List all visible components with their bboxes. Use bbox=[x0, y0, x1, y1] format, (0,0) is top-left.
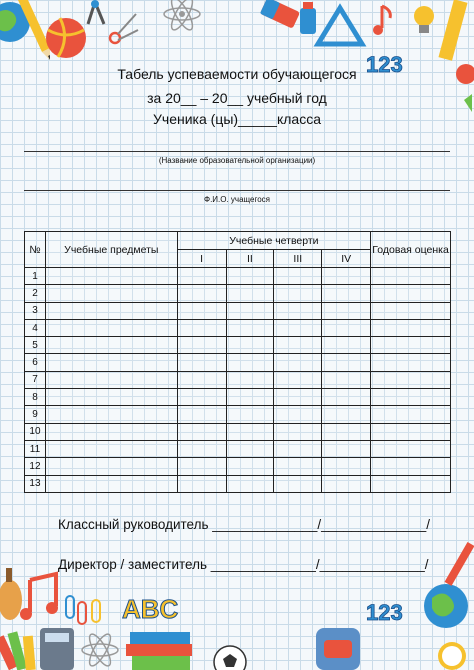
subject-cell[interactable] bbox=[45, 354, 177, 371]
subject-cell[interactable] bbox=[45, 268, 177, 285]
subject-cell[interactable] bbox=[45, 423, 177, 440]
annual-grade-cell[interactable] bbox=[371, 440, 451, 457]
atom-icon bbox=[164, 0, 200, 33]
row-number: 8 bbox=[25, 389, 46, 406]
globe-icon bbox=[424, 584, 468, 628]
column-header-subjects: Учебные предметы bbox=[45, 232, 177, 268]
grade-cell[interactable] bbox=[274, 423, 322, 440]
annual-grade-cell[interactable] bbox=[371, 337, 451, 354]
paper-clips-icon bbox=[66, 596, 100, 624]
grade-cell[interactable] bbox=[177, 458, 226, 475]
grade-cell[interactable] bbox=[226, 440, 274, 457]
table-row bbox=[25, 423, 451, 440]
music-note-icon bbox=[373, 6, 390, 35]
student-class-line: Ученика (цы)_____класса bbox=[153, 111, 321, 127]
row-number: 12 bbox=[25, 458, 46, 475]
grade-cell[interactable] bbox=[177, 319, 226, 336]
lightbulb-icon bbox=[414, 6, 434, 33]
annual-grade-cell[interactable] bbox=[371, 389, 451, 406]
triangle-ruler-icon bbox=[318, 8, 362, 44]
grade-cell[interactable] bbox=[226, 475, 274, 492]
grade-cell[interactable] bbox=[177, 302, 226, 319]
grade-cell[interactable] bbox=[274, 371, 322, 388]
table-row bbox=[25, 285, 451, 302]
grade-cell[interactable] bbox=[322, 285, 371, 302]
table-row bbox=[25, 371, 451, 388]
ruler-icon bbox=[438, 0, 467, 61]
subject-cell[interactable] bbox=[45, 440, 177, 457]
grade-cell[interactable] bbox=[322, 302, 371, 319]
annual-grade-cell[interactable] bbox=[371, 319, 451, 336]
ball-icon bbox=[46, 18, 86, 58]
grade-cell[interactable] bbox=[226, 319, 274, 336]
grade-cell[interactable] bbox=[226, 389, 274, 406]
annual-grade-cell[interactable] bbox=[371, 406, 451, 423]
grade-cell[interactable] bbox=[177, 337, 226, 354]
grade-cell[interactable] bbox=[322, 423, 371, 440]
grades-table bbox=[24, 231, 451, 493]
grade-cell[interactable] bbox=[226, 268, 274, 285]
row-number: 5 bbox=[25, 337, 46, 354]
digits-decoration: 123 bbox=[366, 600, 403, 625]
row-number: 11 bbox=[25, 440, 46, 457]
grade-cell[interactable] bbox=[226, 406, 274, 423]
table-row bbox=[25, 458, 451, 475]
column-header-number: № bbox=[25, 232, 46, 268]
grade-cell[interactable] bbox=[226, 354, 274, 371]
quarter-header: I bbox=[177, 250, 226, 268]
grade-cell[interactable] bbox=[322, 406, 371, 423]
grade-cell[interactable] bbox=[226, 285, 274, 302]
table-row bbox=[25, 302, 451, 319]
grade-cell[interactable] bbox=[226, 302, 274, 319]
annual-grade-cell[interactable] bbox=[371, 371, 451, 388]
table-row bbox=[25, 389, 451, 406]
grade-cell[interactable] bbox=[274, 268, 322, 285]
subject-cell[interactable] bbox=[45, 475, 177, 492]
grade-cell[interactable] bbox=[274, 285, 322, 302]
grade-cell[interactable] bbox=[177, 371, 226, 388]
violin-icon bbox=[0, 568, 22, 620]
grade-cell[interactable] bbox=[226, 423, 274, 440]
grade-cell[interactable] bbox=[226, 458, 274, 475]
subject-cell[interactable] bbox=[45, 389, 177, 406]
row-number: 1 bbox=[25, 268, 46, 285]
student-name-line bbox=[24, 190, 450, 191]
subject-cell[interactable] bbox=[45, 319, 177, 336]
annual-grade-cell[interactable] bbox=[371, 475, 451, 492]
document-title: Табель успеваемости обучающегося bbox=[117, 66, 357, 82]
grade-cell[interactable] bbox=[274, 319, 322, 336]
subject-cell[interactable] bbox=[45, 302, 177, 319]
crayons-icon bbox=[0, 631, 36, 670]
grade-cell[interactable] bbox=[177, 475, 226, 492]
column-header-annual-grade: Годовая оценка bbox=[371, 232, 451, 268]
grade-cell[interactable] bbox=[274, 406, 322, 423]
academic-year-line: за 20__ – 20__ учебный год bbox=[147, 90, 327, 106]
grade-cell[interactable] bbox=[322, 354, 371, 371]
grade-cell[interactable] bbox=[177, 268, 226, 285]
subject-cell[interactable] bbox=[45, 371, 177, 388]
grade-cell[interactable] bbox=[274, 354, 322, 371]
grade-cell[interactable] bbox=[322, 458, 371, 475]
grade-cell[interactable] bbox=[226, 371, 274, 388]
table-header-row bbox=[25, 232, 451, 250]
row-number: 7 bbox=[25, 371, 46, 388]
quarter-header: II bbox=[226, 250, 274, 268]
row-number: 10 bbox=[25, 423, 46, 440]
grade-cell[interactable] bbox=[274, 389, 322, 406]
book-stack-icon bbox=[126, 632, 192, 670]
grade-cell[interactable] bbox=[274, 440, 322, 457]
grade-cell[interactable] bbox=[322, 475, 371, 492]
student-name-caption: Ф.И.О. учащегося bbox=[203, 195, 271, 204]
row-number: 9 bbox=[25, 406, 46, 423]
table-row bbox=[25, 354, 451, 371]
grade-cell[interactable] bbox=[177, 406, 226, 423]
alphabet-letters: ABC bbox=[122, 594, 179, 624]
grade-cell[interactable] bbox=[274, 475, 322, 492]
organization-caption: (Название образовательной организации) bbox=[158, 156, 316, 165]
grade-cell[interactable] bbox=[322, 389, 371, 406]
digits-decoration: 123 bbox=[366, 52, 403, 77]
subject-cell[interactable] bbox=[45, 337, 177, 354]
annual-grade-cell[interactable] bbox=[371, 285, 451, 302]
organization-name-line bbox=[24, 151, 450, 152]
annual-grade-cell[interactable] bbox=[371, 354, 451, 371]
table-row bbox=[25, 475, 451, 492]
quarter-header: III bbox=[274, 250, 322, 268]
row-number: 4 bbox=[25, 319, 46, 336]
grade-cell[interactable] bbox=[274, 302, 322, 319]
row-number: 3 bbox=[25, 302, 46, 319]
compass-icon bbox=[88, 0, 104, 24]
row-number: 13 bbox=[25, 475, 46, 492]
grade-cell[interactable] bbox=[177, 423, 226, 440]
table-row bbox=[25, 440, 451, 457]
table-row bbox=[25, 406, 451, 423]
class-teacher-signature-line: Классный руководитель ______________/______________/ bbox=[58, 517, 431, 532]
school-supplies-bottom-decoration bbox=[0, 570, 474, 670]
subject-cell[interactable] bbox=[45, 285, 177, 302]
atom-icon bbox=[82, 631, 118, 668]
column-header-quarters: Учебные четверти bbox=[177, 232, 370, 250]
subject-cell[interactable] bbox=[45, 458, 177, 475]
annual-grade-cell[interactable] bbox=[371, 458, 451, 475]
grade-cell[interactable] bbox=[274, 458, 322, 475]
grade-cell[interactable] bbox=[177, 389, 226, 406]
calculator-icon bbox=[40, 628, 74, 670]
alphabet-blocks-icon bbox=[122, 594, 179, 624]
grade-cell[interactable] bbox=[177, 354, 226, 371]
music-notes-icon bbox=[20, 574, 58, 620]
bottle-icon bbox=[300, 2, 316, 34]
table-row bbox=[25, 337, 451, 354]
table-row bbox=[25, 268, 451, 285]
grade-cell[interactable] bbox=[177, 440, 226, 457]
grade-cell[interactable] bbox=[322, 268, 371, 285]
annual-grade-cell[interactable] bbox=[371, 302, 451, 319]
row-number: 6 bbox=[25, 354, 46, 371]
table-row bbox=[25, 319, 451, 336]
row-number: 2 bbox=[25, 285, 46, 302]
annual-grade-cell[interactable] bbox=[371, 423, 451, 440]
grade-cell[interactable] bbox=[177, 285, 226, 302]
subject-cell[interactable] bbox=[45, 406, 177, 423]
backpack-icon bbox=[316, 628, 360, 670]
grade-cell[interactable] bbox=[322, 319, 371, 336]
eraser-icon bbox=[260, 0, 300, 29]
grade-cell[interactable] bbox=[322, 371, 371, 388]
grade-cell[interactable] bbox=[322, 440, 371, 457]
grade-cell[interactable] bbox=[226, 337, 274, 354]
clock-icon bbox=[438, 642, 466, 670]
soccer-ball-icon bbox=[214, 646, 246, 670]
scissors-icon bbox=[110, 14, 138, 43]
pencil-icon bbox=[445, 542, 474, 586]
quarter-header: IV bbox=[322, 250, 371, 268]
director-signature-line: Директор / заместитель ______________/______________/ bbox=[58, 557, 429, 572]
grade-cell[interactable] bbox=[322, 337, 371, 354]
grade-cell[interactable] bbox=[274, 337, 322, 354]
annual-grade-cell[interactable] bbox=[371, 268, 451, 285]
